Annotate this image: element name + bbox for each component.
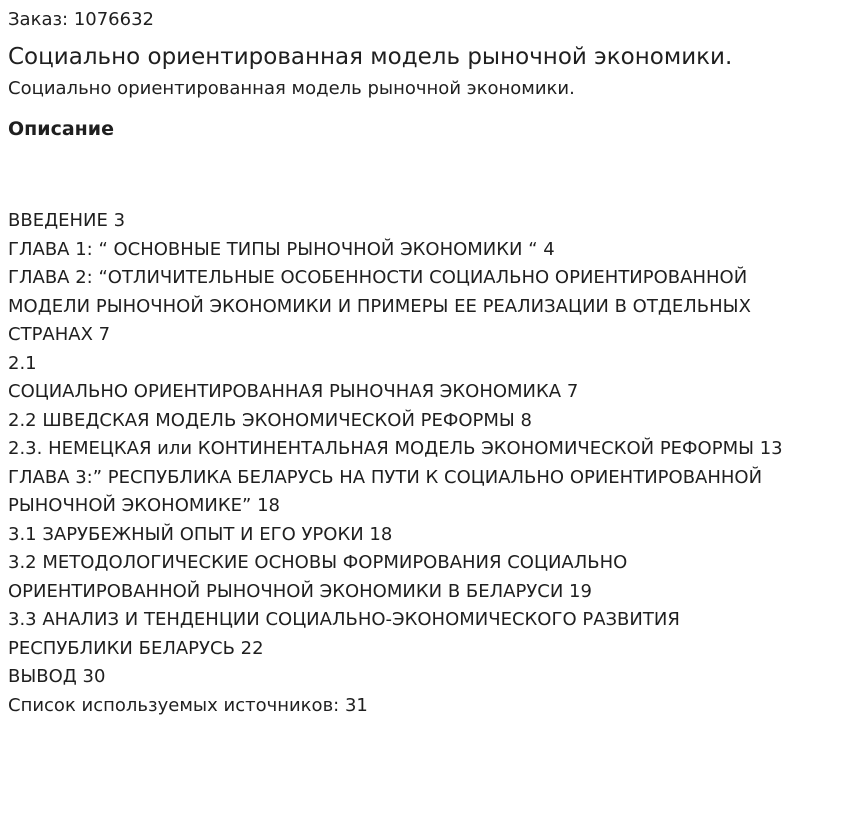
toc-line: ГЛАВА 1: “ ОСНОВНЫЕ ТИПЫ РЫНОЧНОЙ ЭКОНОМИКИ “ 4 (8, 238, 555, 260)
toc-line: 3.1 ЗАРУБЕЖНЫЙ ОПЫТ И ЕГО УРОКИ 18 (8, 523, 393, 545)
description-heading: Описание (8, 118, 115, 140)
toc-line: 2.1 (8, 352, 37, 374)
toc-line: 3.3 АНАЛИЗ И ТЕНДЕНЦИИ СОЦИАЛЬНО-ЭКОНОМИЧЕСКОГО РАЗВИТИЯ (8, 609, 680, 630)
toc-line: СОЦИАЛЬНО ОРИЕНТИРОВАННАЯ РЫНОЧНАЯ ЭКОНОМИКА 7 (8, 381, 579, 402)
toc-line: Список используемых источников: 31 (8, 694, 368, 716)
toc-line: 2.3. НЕМЕЦКАЯ или КОНТИНЕНТАЛЬНАЯ МОДЕЛЬ ЭКОНОМИЧЕСКОЙ РЕФОРМЫ 13 (8, 438, 783, 459)
page-subtitle: Социально ориентированная модель рыночной экономики. (8, 78, 575, 99)
toc-line: РЕСПУБЛИКИ БЕЛАРУСЬ 22 (8, 637, 264, 659)
toc-line: 2.2 ШВЕДСКАЯ МОДЕЛЬ ЭКОНОМИЧЕСКОЙ РЕФОРМЫ 8 (8, 409, 532, 431)
toc-line: ГЛАВА 3:” РЕСПУБЛИКА БЕЛАРУСЬ НА ПУТИ К СОЦИАЛЬНО ОРИЕНТИРОВАННОЙ (8, 466, 763, 488)
page-title: Социально ориентированная модель рыночной экономики. (8, 44, 733, 70)
toc-line: РЫНОЧНОЙ ЭКОНОМИКЕ” 18 (8, 495, 280, 516)
toc-line: ВВЕДЕНИЕ 3 (8, 210, 126, 231)
table-of-contents (8, 207, 839, 720)
toc-line: ГЛАВА 2: “ОТЛИЧИТЕЛЬНЫЕ ОСОБЕННОСТИ СОЦИАЛЬНО ОРИЕНТИРОВАННОЙ (8, 267, 748, 288)
toc-line: 3.2 МЕТОДОЛОГИЧЕСКИЕ ОСНОВЫ ФОРМИРОВАНИЯ СОЦИАЛЬНО (8, 552, 628, 573)
toc-line: ОРИЕНТИРОВАННОЙ РЫНОЧНОЙ ЭКОНОМИКИ В БЕЛАРУСИ 19 (8, 580, 592, 602)
order-number: Заказ: 1076632 (8, 9, 154, 30)
toc-line: МОДЕЛИ РЫНОЧНОЙ ЭКОНОМИКИ И ПРИМЕРЫ ЕЕ РЕАЛИЗАЦИИ В ОТДЕЛЬНЫХ (8, 295, 751, 317)
toc-line: СТРАНАХ 7 (8, 324, 111, 345)
toc-line: ВЫВОД 30 (8, 666, 106, 687)
